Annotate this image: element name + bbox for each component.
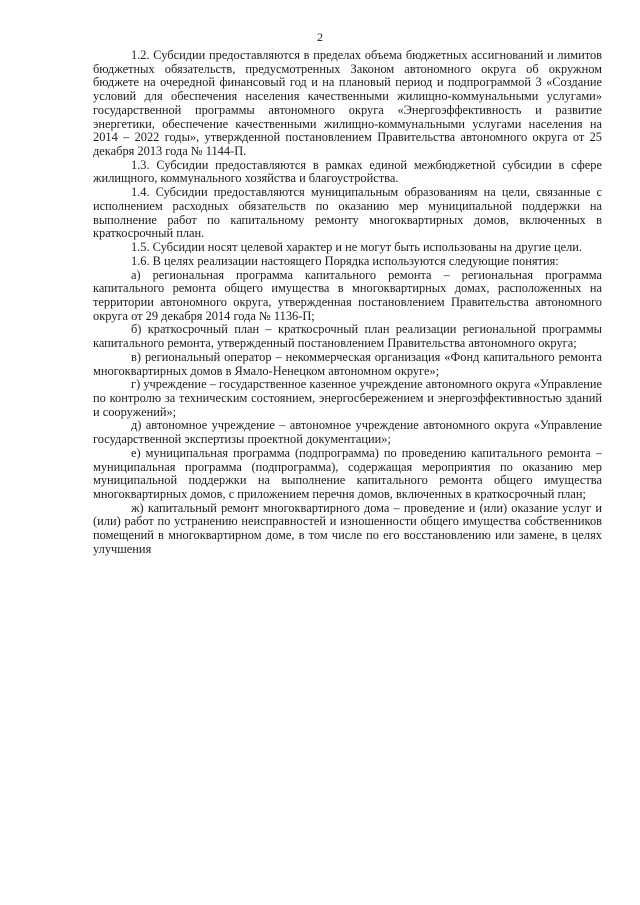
definition-e: е) муниципальная программа (подпрограмма) по проведению капитального ремонта – муниципальная программа (подпрограмма), содержащая мероприятия по оказанию мер муниципальной поддержки на выполнение капитального ремонта общего имущества многоквартирных домов, с приложением перечня домов, включенных в краткосрочный план; — [93, 445, 602, 501]
paragraph-1-2: 1.2. Субсидии предоставляются в пределах объема бюджетных ассигнований и лимитов бюджетных обязательств, предусмотренных Законом автономного округа об окружном бюджете на очередной финансовый год и на плановый период и подпрограммой 3 «Создание условий для обеспечения населения качественными жилищно-коммунальными услугами» государственной программы автономного округа «Энергоэффективность и развитие энергетики, обеспечение качественными жилищно-коммунальными услугами населения на 2014 – 2022 годы», утвержденной постановлением Правительства автономного округа от 25 декабря 2013 года № 1144-П. — [93, 48, 602, 159]
paragraph-1-5: 1.5. Субсидии носят целевой характер и не могут быть использованы на другие цели. — [131, 240, 582, 255]
document-body — [93, 49, 602, 557]
paragraph-1-3: 1.3. Субсидии предоставляются в рамках единой межбюджетной субсидии в сфере жилищного, коммунального хозяйства и благоустройства. — [93, 157, 602, 186]
definition-b: б) краткосрочный план – краткосрочный план реализации региональной программы капитального ремонта, утвержденный постановлением Правительства автономного округа; — [93, 322, 602, 351]
page-number: 2 — [317, 30, 323, 44]
paragraph-1-6: 1.6. В целях реализации настоящего Порядка используются следующие понятия: — [131, 253, 559, 268]
paragraph-1-4: 1.4. Субсидии предоставляются муниципальным образованиям на цели, связанные с исполнением расходных обязательств по оказанию мер муниципальной поддержки на выполнение работ по капитальному ремонту многоквартирных домов, включенных в краткосрочный план. — [93, 185, 602, 241]
definition-zh: ж) капитальный ремонт многоквартирного дома – проведение и (или) оказание услуг и (или) работ по устранению неисправностей и изношенности общего имущества собственников помещений в многоквартирном доме, в том числе по его восстановлению или замене, в целях улучшения — [93, 500, 602, 556]
definition-d: д) автономное учреждение – автономное учреждение автономного округа «Управление государственной экспертизы проектной документации»; — [93, 418, 602, 447]
definition-a: а) региональная программа капитального ремонта – региональная программа капитального ремонта общего имущества в многоквартирных домах, расположенных на территории автономного округа, утвержденная постановлением Правительства автономного округа от 29 декабря 2014 года № 1136-П; — [93, 267, 602, 323]
definition-v: в) региональный оператор – некоммерческая организация «Фонд капитального ремонта многоквартирных домов в Ямало-Ненецком автономном округе»; — [93, 349, 602, 378]
definition-g: г) учреждение – государственное казенное учреждение автономного округа «Управление по контролю за техническим состоянием, энергосбережением и энергоэффективностью зданий и сооружений»; — [93, 377, 602, 419]
